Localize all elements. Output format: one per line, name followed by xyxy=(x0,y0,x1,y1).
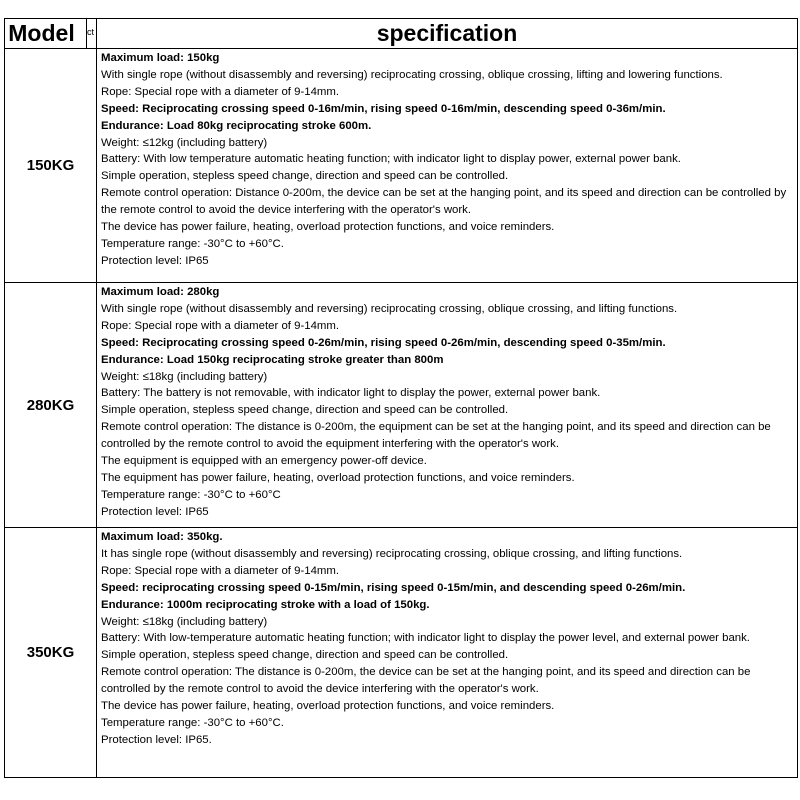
spec-cell xyxy=(97,528,797,777)
spec-line: Endurance: Load 150kg reciprocating stroke greater than 800m xyxy=(101,353,444,366)
header-model xyxy=(5,19,87,49)
spec-line: Simple operation, stepless speed change, direction and speed can be controlled. xyxy=(101,170,509,183)
spec-line: Temperature range: -30°C to +60°C xyxy=(101,488,281,501)
spec-line: Battery: With low temperature automatic heating function; with indicator light to display power, external power bank. xyxy=(101,153,681,166)
spec-line: Rope: Special rope with a diameter of 9-14mm. xyxy=(101,319,340,332)
spec-line: Remote control operation: The distance is 0-200m, the device can be set at the hanging point, and its speed and direction can be controlled by the remote control to avoid the device interfering with the operator's work. xyxy=(101,666,751,696)
spec-line: Speed: Reciprocating crossing speed 0-26m/min, rising speed 0-26m/min, descending speed 0-35m/min. xyxy=(101,336,666,349)
spec-line: Temperature range: -30°C to +60°C. xyxy=(101,237,284,250)
spec-line: Weight: ≤18kg (including battery) xyxy=(101,370,268,383)
header-clipped-column xyxy=(87,19,97,49)
header-model-label: Model xyxy=(8,20,75,46)
spec-line: Battery: With low-temperature automatic heating function; with indicator light to display the power level, and external power bank. xyxy=(101,632,750,645)
spec-line: Rope: Special rope with a diameter of 9-14mm. xyxy=(101,564,340,577)
spec-line: The equipment is equipped with an emergency power-off device. xyxy=(101,455,427,468)
spec-line: Simple operation, stepless speed change, direction and speed can be controlled. xyxy=(101,404,509,417)
table-row-280kg xyxy=(5,283,797,528)
header-specification: specification xyxy=(97,19,797,49)
spec-line: Speed: reciprocating crossing speed 0-15m/min, rising speed 0-15m/min, and descending speed 0-26m/min. xyxy=(101,581,686,594)
header-clipped-label: ct xyxy=(87,27,95,37)
spec-line: Battery: The battery is not removable, with indicator light to display the power, external power bank. xyxy=(101,387,601,400)
spec-line: Protection level: IP65 xyxy=(101,505,209,518)
spec-line: With single rope (without disassembly and reversing) reciprocating crossing, oblique crossing, lifting and lowering functions. xyxy=(101,68,723,81)
model-cell: 150KG xyxy=(5,49,97,282)
spec-line: Remote control operation: The distance is 0-200m, the equipment can be set at the hanging point, and its speed and direction can be controlled by the remote control to avoid the equipment interfering with the operator's work. xyxy=(101,421,771,451)
spec-line: Temperature range: -30°C to +60°C. xyxy=(101,716,284,729)
spec-line: Remote control operation: Distance 0-200m, the device can be set at the hanging point, and its speed and direction can be controlled by the remote control to avoid the device interfering with the operator's work. xyxy=(101,187,787,217)
model-cell: 280KG xyxy=(5,283,97,527)
spec-line: The device has power failure, heating, overload protection functions, and voice reminders. xyxy=(101,221,555,234)
spec-line: Endurance: Load 80kg reciprocating stroke 600m. xyxy=(101,119,372,132)
spec-line: It has single rope (without disassembly and reversing) reciprocating crossing, oblique crossing, and lifting functions. xyxy=(101,547,683,560)
table-row-350kg xyxy=(5,528,797,777)
spec-line: With single rope (without disassembly and reversing) reciprocating crossing, oblique crossing, and lifting functions. xyxy=(101,302,678,315)
spec-line: Weight: ≤18kg (including battery) xyxy=(101,615,268,628)
spec-cell xyxy=(97,283,797,527)
spec-line: Protection level: IP65. xyxy=(101,733,212,746)
model-cell: 350KG xyxy=(5,528,97,777)
spec-line: The device has power failure, heating, overload protection functions, and voice reminders. xyxy=(101,700,555,713)
spec-line: Maximum load: 350kg. xyxy=(101,531,223,543)
spec-line: Simple operation, stepless speed change, direction and speed can be controlled. xyxy=(101,649,509,662)
table-row-150kg xyxy=(5,49,797,283)
spec-line: Rope: Special rope with a diameter of 9-14mm. xyxy=(101,85,340,98)
spec-line: Endurance: 1000m reciprocating stroke with a load of 150kg. xyxy=(101,598,430,611)
spec-table xyxy=(4,18,798,778)
spec-cell xyxy=(97,49,797,282)
spec-line: The equipment has power failure, heating, overload protection functions, and voice reminders. xyxy=(101,471,575,484)
spec-line: Protection level: IP65 xyxy=(101,254,209,267)
spec-line: Weight: ≤12kg (including battery) xyxy=(101,136,268,149)
spec-line: Maximum load: 280kg xyxy=(101,286,220,298)
spec-line: Maximum load: 150kg xyxy=(101,52,220,64)
spec-line: Speed: Reciprocating crossing speed 0-16m/min, rising speed 0-16m/min, descending speed 0-36m/min. xyxy=(101,102,666,115)
